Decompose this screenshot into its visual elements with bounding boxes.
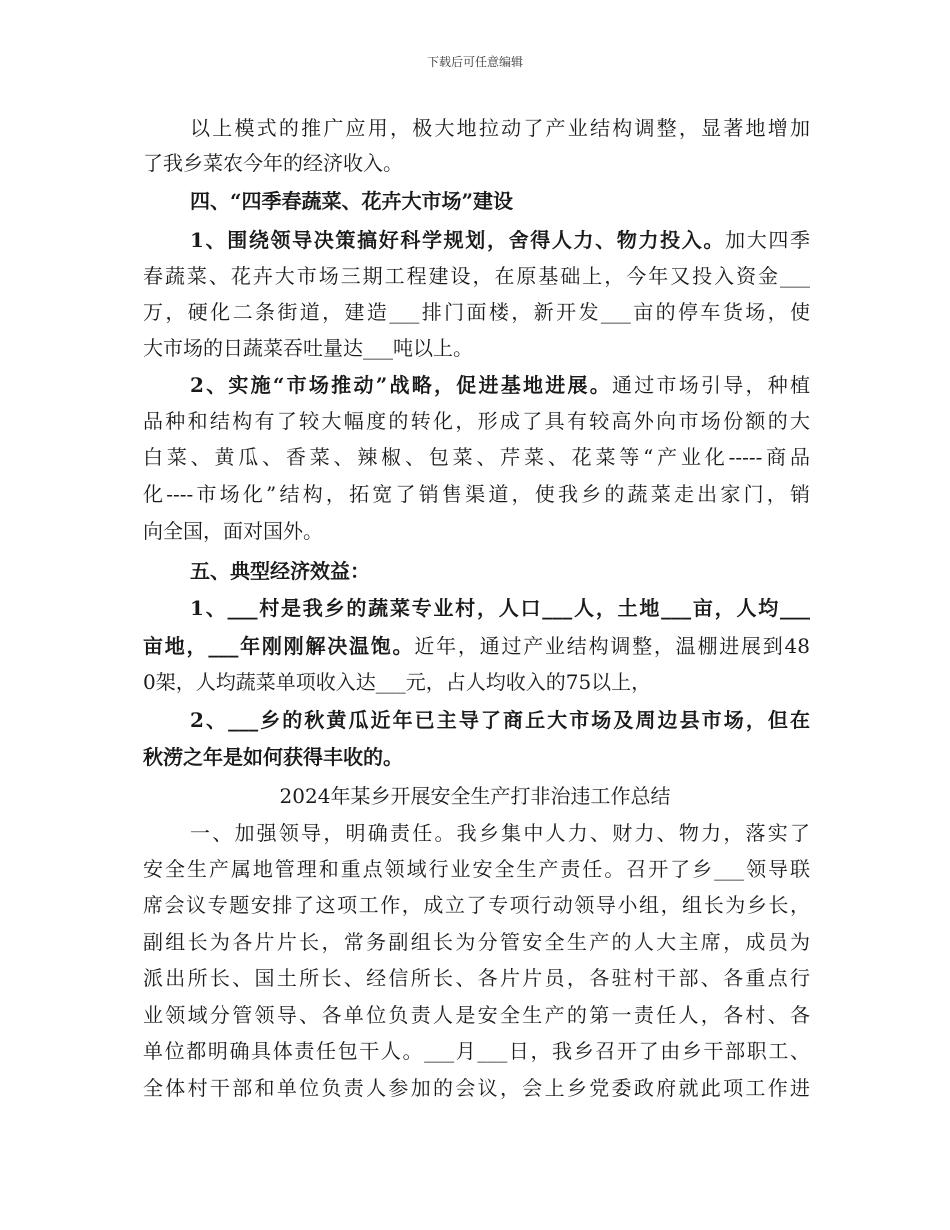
paragraph-line: [143, 636, 810, 656]
bold-lead: 1、围绕领导决策搞好科学规划，舍得人力、物力投入。: [190, 228, 726, 252]
section-heading: 五、典型经济效益：: [190, 559, 370, 583]
paragraph-line: 大市场的日蔬菜吞吐量达___吨以上。: [143, 336, 473, 360]
paragraph-line: 秋涝之年是如何获得丰收的。: [143, 745, 403, 769]
paragraph-line: 单位都明确具体责任包干人。___月___日，我乡召开了由乡干部职工、: [143, 1039, 810, 1063]
paragraph-line: 2、___乡的秋黄瓜近年已主导了商丘大市场及周边县市场，但在: [190, 708, 810, 732]
paragraph-line: 向全国，面对国外。: [143, 519, 323, 543]
paragraph-line: 以上模式的推广应用，极大地拉动了产业结构调整，显著地增加: [190, 116, 810, 140]
paragraph-line: 副组长为各片片长，常务副组长为分管安全生产的人大主席，成员为: [143, 930, 810, 954]
paragraph-line: 化----市场化”结构，拓宽了销售渠道，使我乡的蔬菜走出家门，销: [143, 482, 810, 506]
paragraph-line: [190, 375, 810, 395]
paragraph-line: 一、加强领导，明确责任。我乡集中人力、财力、物力，落实了: [190, 821, 810, 845]
bold-lead: 亩地，___年刚刚解决温饱。: [143, 634, 415, 658]
paragraph-line: 春蔬菜、花卉大市场三期工程建设，在原基础上，今年又投入资金___: [143, 264, 810, 288]
paragraph-line: 派出所长、国土所长、经信所长、各片片员，各驻村干部、各重点行: [143, 966, 810, 990]
paragraph-line: 了我乡菜农今年的经济收入。: [143, 151, 403, 175]
paragraph-line: 全体村干部和单位负责人参加的会议，会上乡党委政府就此项工作进: [143, 1076, 810, 1100]
paragraph-line: 白菜、黄瓜、香菜、辣椒、包菜、芹菜、花菜等“产业化-----商品: [143, 445, 810, 469]
text-span: 通过市场引导，种植: [611, 373, 810, 397]
paragraph-line: 安全生产属地管理和重点领域行业安全生产责任。召开了乡___领导联: [143, 857, 810, 881]
paragraph-line: 万，硬化二条街道，建造___排门面楼，新开发___亩的停车货场，使: [143, 300, 810, 324]
document-title: 2024年某乡开展安全生产打非治违工作总结: [279, 784, 671, 808]
paragraph-line: [190, 230, 810, 250]
bold-lead: 2、实施“市场推动”战略，促进基地进展。: [190, 373, 612, 397]
paragraph-line: 席会议专题安排了这项工作，成立了专项行动领导小组，组长为乡长，: [143, 893, 810, 917]
text-span: 加大四季: [725, 228, 810, 252]
page-header-note: 下载后可任意编辑: [426, 55, 523, 69]
text-span: 近年，通过产业结构调整，温棚进展到48: [414, 634, 811, 658]
paragraph-line: 品种和结构有了较大幅度的转化，形成了具有较高外向市场份额的大: [143, 409, 810, 433]
section-heading: 四、“四季春蔬菜、花卉大市场”建设: [190, 189, 514, 213]
paragraph-line: 0架，人均蔬菜单项收入达___元，占人均收入的75以上，: [143, 670, 652, 694]
paragraph-line: 1、___村是我乡的蔬菜专业村，人口___人，土地___亩，人均___: [190, 596, 810, 620]
paragraph-line: 业领域分管领导、各单位负责人是安全生产的第一责任人，各村、各: [143, 1003, 810, 1027]
